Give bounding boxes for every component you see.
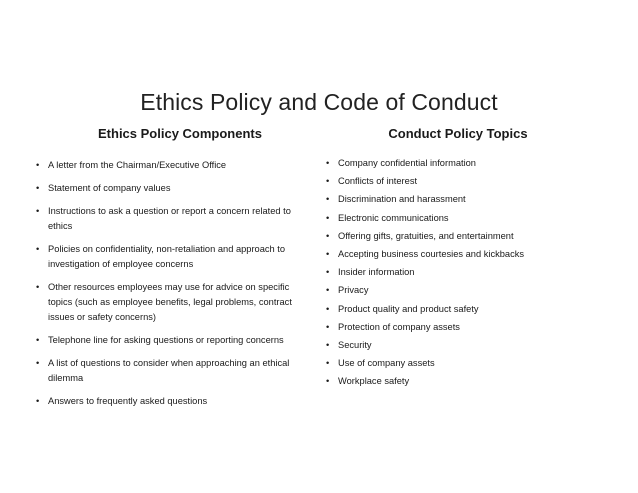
bullet-icon: • [326,376,330,387]
list-item [325,211,615,226]
bullet-icon: • [36,244,40,254]
bullet-icon: • [326,230,330,241]
list-item-text: Product quality and product safety [338,303,479,314]
list-item-text: Electronic communications [338,212,449,223]
ethics-components-heading: Ethics Policy Components [98,126,262,141]
bullet-icon: • [36,206,40,216]
list-item [35,280,315,325]
list-item-text: Conflicts of interest [338,176,418,187]
list-item [325,229,615,244]
bullet-icon: • [326,248,330,259]
list-item-text: Workplace safety [338,376,410,387]
bullet-icon: • [36,282,40,292]
list-item [35,204,315,234]
bullet-icon: • [326,358,330,369]
list-item-text: Policies on confidentiality, non-retaliation and approach to investigation of employee concerns [48,244,286,269]
list-item-text: Insider information [338,267,415,278]
list-item [325,156,615,171]
list-item-text: Discrimination and harassment [338,194,466,205]
bullet-icon: • [326,321,330,332]
bullet-icon: • [36,183,40,193]
bullet-icon: • [326,176,330,187]
list-item [35,242,315,272]
list-item [35,394,315,409]
bullet-icon: • [326,212,330,223]
ethics-components-list [35,158,315,417]
list-item-text: Instructions to ask a question or report a concern related to ethics [48,206,291,231]
conduct-topics-list [325,156,615,392]
bullet-icon: • [326,267,330,278]
list-item-text: A list of questions to consider when approaching an ethical dilemma [48,358,290,383]
list-item-text: Answers to frequently asked questions [48,396,208,406]
bullet-icon: • [36,396,40,406]
bullet-icon: • [36,335,40,345]
list-item-text: Statement of company values [48,183,171,193]
list-item [35,158,315,173]
list-item [325,320,615,335]
bullet-icon: • [326,194,330,205]
list-item [325,356,615,371]
list-item [35,181,315,196]
conduct-topics-heading: Conduct Policy Topics [388,126,528,141]
list-item-text: Protection of company assets [338,321,460,332]
list-item [325,192,615,207]
bullet-icon: • [326,303,330,314]
list-item-text: Security [338,339,372,350]
list-item-text: Company confidential information [338,158,476,168]
list-item-text: Privacy [338,285,369,296]
bullet-icon: • [326,339,330,350]
list-item [325,302,615,317]
bullet-icon: • [36,160,40,170]
bullet-icon: • [36,358,40,368]
list-item [325,338,615,353]
list-item [325,247,615,262]
list-item [325,265,615,280]
bullet-icon: • [326,285,330,296]
list-item-text: Telephone line for asking questions or reporting concerns [48,335,284,345]
list-item [35,333,315,348]
list-item [325,374,615,389]
slide-title: Ethics Policy and Code of Conduct [140,89,498,115]
list-item-text: Use of company assets [338,358,435,369]
list-item [35,356,315,386]
list-item-text: Offering gifts, gratuities, and entertainment [338,230,514,241]
list-item-text: Other resources employees may use for advice on specific topics (such as employee benefits, legal problems, contract issues or safety concerns) [48,282,292,322]
list-item-text: Accepting business courtesies and kickbacks [338,248,525,259]
list-item [325,174,615,189]
list-item [325,283,615,298]
list-item-text: A letter from the Chairman/Executive Office [48,160,227,170]
bullet-icon: • [326,158,330,168]
